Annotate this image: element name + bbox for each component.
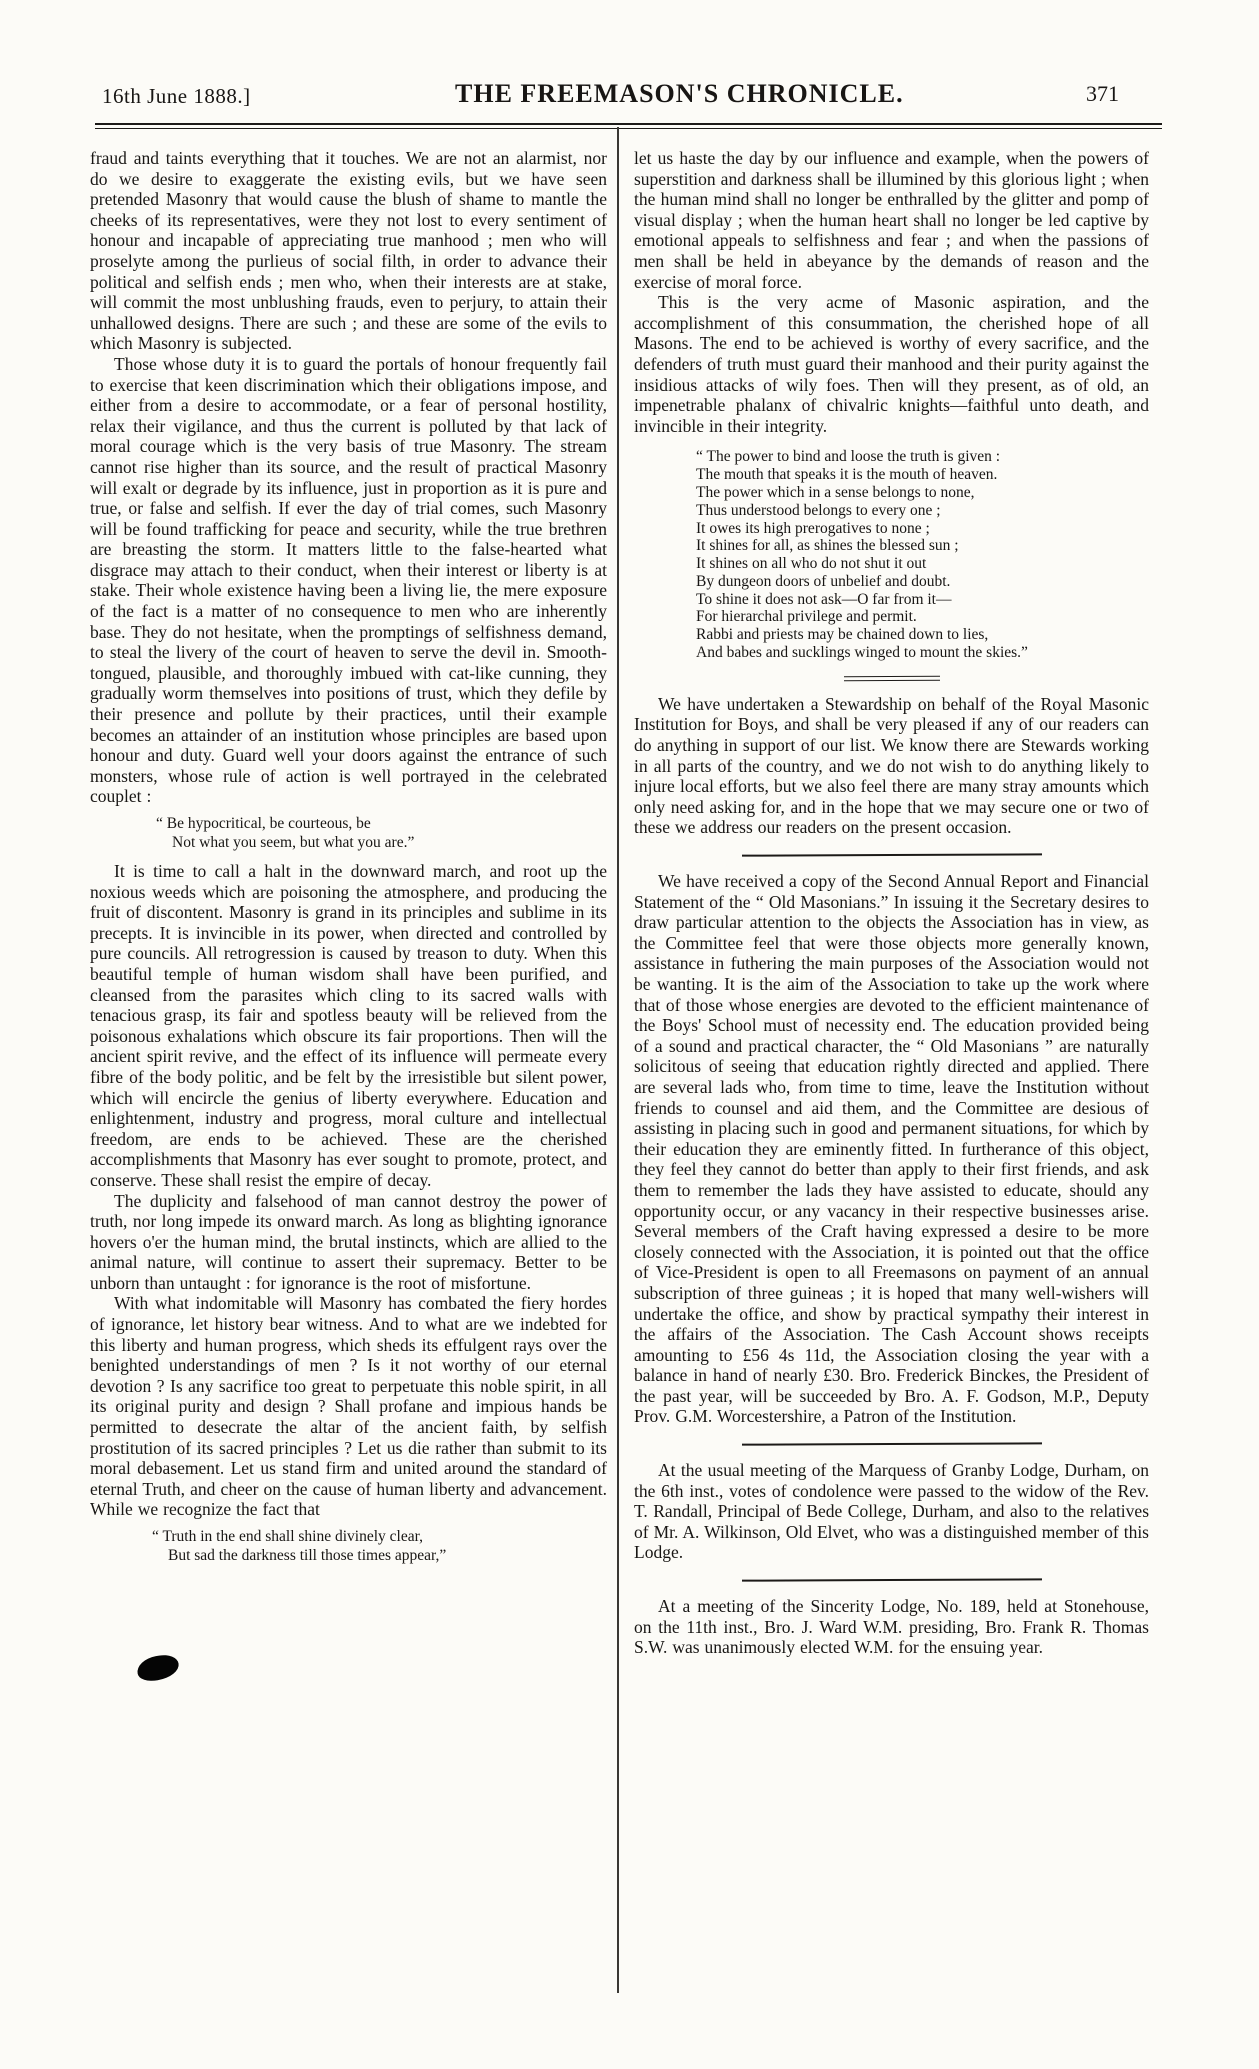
left-column: [90, 148, 607, 1565]
quote-line: But sad the darkness till those times appear,”: [168, 1546, 447, 1564]
masthead-title: THE FREEMASON'S CHRONICLE.: [455, 79, 904, 108]
poem-line: The mouth that speaks it is the mouth of heaven.: [696, 466, 998, 484]
paragraph-stewardship: We have undertaken a Stewardship on behalf of the Royal Masonic Institution for Boys, and shall be very pleased if any of our readers can do anything in support of our list. We know there are Stewards working in all parts of the country, and we do not wish to do anything likely to injure local efforts, but we also feel there are many stray amounts which only need asking for, and in the hope that we may secure one or two of these we address our readers on the present occasion.: [634, 693, 1149, 838]
poem-line: It shines for all, as shines the blessed sun ;: [696, 537, 959, 555]
truth-quote: [152, 1528, 607, 1565]
poem-line: “ The power to bind and loose the truth is given :: [696, 448, 1001, 466]
paragraph-granby-lodge: At the usual meeting of the Marquess of Granby Lodge, Durham, on the 6th inst., votes of condolence were passed to the widow of the Rev. T. Randall, Principal of Bede College, Durham, and also to the relatives of Mr. A. Wilkinson, Old Elvet, who was a distinguished member of this Lodge.: [634, 1460, 1149, 1563]
paragraph-masonic-aspiration: This is the very acme of Masonic aspiration, and the accomplishment of this consummation, the cherished hope of all Masons. The end to be achieved is worthy of every sacrifice, and the defenders of truth must guard their manhood and their purity against the insidious attacks of wily foes. Then will they present, as of old, an impenetrable phalanx of chivalric knights—faithful unto death, and invincible in their integrity.: [634, 292, 1149, 436]
right-column: [634, 148, 1149, 1658]
section-separator: [843, 676, 939, 681]
column-divider-rule: [617, 127, 619, 1993]
issue-date: 16th June 1888.]: [102, 84, 251, 108]
section-separator: [741, 1442, 1041, 1445]
quote-line: “ Truth in the end shall shine divinely clear,: [152, 1528, 424, 1545]
poem-line: Thus understood belongs to every one ;: [696, 501, 941, 519]
couplet-line: Not what you seem, but what you are.”: [172, 833, 415, 851]
section-separator: [741, 1578, 1041, 1581]
paragraph-call-a-halt: It is time to call a halt in the downward march, and root up the noxious weeds which are poisoning the atmosphere, and producing the fruit of discontent. Masonry is grand in its principles and sublime in its precepts. It is invincible in its power, when directed and controlled by pure councils. All retrogression is caused by treason to duty. When this beautiful temple of human wisdom shall have been purified, and cleansed from the parasites which cling to its sacred walls with tenacious grasp, its fair and spotless beauty will be relieved from the poisonous exhalations which obscure its fair proportions. Then will the ancient spirit revive, and the effect of its influence will permeate every fibre of the body politic, and be felt by the irresistible but silent power, which will encircle the genius of liberty everywhere. Education and enlightenment, industry and progress, moral culture and intellectual freedom, are ends to be achieved. These are the cherished accomplishments that Masonry has ever sought to promote, protect, and conserve. These shall resist the empire of decay.: [90, 861, 607, 1190]
poem-line: The power which in a sense belongs to none,: [696, 483, 975, 501]
celebrated-couplet: [156, 815, 607, 852]
paragraph-indomitable-will: With what indomitable will Masonry has combated the fiery hordes of ignorance, let history bear witness. And to what are we indebted for this liberty and human progress, which sheds its effulgent rays over the benighted understandings of men ? Is it not worthy of our eternal devotion ? Is any sacrifice too great to perpetuate this noble spirit, in all its original purity and design ? Shall profane and impious hands be permitted to desecrate the altar of the ancient faith, by selfish prostitution of its sacred principles ? Let us die rather than submit to its moral debasement. Let us stand firm and united around the standard of eternal Truth, and cheer on the cause of human liberty and advancement. While we recognize the fact that: [90, 1293, 607, 1520]
poem-line: It owes its high prerogatives to none ;: [696, 519, 930, 537]
couplet-line: “ Be hypocritical, be courteous, be: [156, 815, 371, 832]
paragraph-guard-portals: Those whose duty it is to guard the portals of honour frequently fail to exercise that keen discrimination which their obligations impose, and either from a desire to accommodate, or a fear of personal hostility, relax their vigilance, and thus the current is polluted by that lack of moral courage which is the very basis of true Masonry. The stream cannot rise higher than its source, and the result of practical Masonry will exalt or degrade by its influence, just in proportion as it is pure and true, or false and selfish. If ever the day of trial comes, such Masonry will be found trafficking for peace and security, while the true brethren are breasting the storm. It matters little to the false-hearted what disgrace may attach to their conduct, when their interest or liberty is at stake. Their whole existence having been a living lie, the mere exposure of the fact is a matter of no consequence to men who are inherently base. They do not hesitate, when the promptings of selfishness demand, to steal the livery of the court of heaven to serve the devil in. Smooth-tongued, plausible, and thoroughly imbued with cat-like cunning, they gradually worm themselves into positions of trust, which they defile by their presence and pollute by their practices, until their example becomes an attainder of an institution whose principles are based upon honour and duty. Guard well your doors against the entrance of such monsters, whose rule of action is well portrayed in the celebrated couplet :: [90, 353, 607, 807]
poem-line: And babes and sucklings winged to mount the skies.”: [696, 644, 1028, 662]
poem-line: By dungeon doors of unbelief and doubt.: [696, 572, 951, 590]
poem-line: It shines on all who do not shut it out: [696, 555, 927, 573]
section-separator: [741, 853, 1041, 856]
paragraph-duplicity: The duplicity and falsehood of man cannot destroy the power of truth, nor long impede its onward march. As long as blighting ignorance hovers o'er the human mind, the brutal instincts, which are allied to the animal nature, will continue to assert their supremacy. Better to be unborn than untaught : for ignorance is the root of misfortune.: [90, 1190, 607, 1293]
paragraph-old-masonians: We have received a copy of the Second Annual Report and Financial Statement of the “ Old Masonians.” In issuing it the Secretary desires to draw particular attention to the objects the Association has in view, as the Committee feel that were those objects more generally known, assistance in futhering the main purposes of the Association would not be wanting. It is the aim of the Association to take up the work where that of those whose energies are devoted to the efficient maintenance of the Boys' School must of necessity end. The education provided being of a sound and practical character, the “ Old Masonians ” are naturally solicitous of seeing that education rightly directed and applied. There are several lads who, from time to time, leave the Institution without friends to counsel and aid them, and the Committee are desious of assisting in placing such in good and permanent situations, for which by their education they are eminently fitted. In furtherance of this object, they feel they cannot do better than apply to their first friends, and ask them to remember the lads they have assisted to educate, should any opportunity occur, or any vacancy in their respective businesses arise. Several members of the Craft having expressed a desire to be more closely connected with the Association, it is pointed out that the office of Vice-President is open to all Freemasons on payment of an annual subscription of three guineas ; it is hoped that many well-wishers will undertake the office, and show by practical sympathy their interest in the affairs of the Association. The Cash Account shows receipts amounting to £56 4s 11d, the Association closing the year with a balance in hand of nearly £30. Bro. Frederick Binckes, the President of the past year, will be succeeded by Bro. A. F. Godson, M.P., Deputy Prov. G.M. Worcestershire, a Patron of the Institution.: [634, 871, 1149, 1427]
header-double-rule: [95, 123, 1162, 129]
paragraph-sincerity-lodge: At a meeting of the Sincerity Lodge, No. 189, held at Stonehouse, on the 11th inst., Bro. J. Ward W.M. presiding, Bro. Frank R. Thomas S.W. was unanimously elected W.M. for the ensuing year.: [634, 1596, 1149, 1658]
poem-line: To shine it does not ask—O far from it—: [696, 590, 952, 608]
ink-blot: [135, 1653, 181, 1684]
paragraph-fraud-taints: fraud and taints everything that it touches. We are not an alarmist, nor do we desire to exaggerate the existing evils, but we have seen pretended Masonry that would cause the blush of shame to mantle the cheeks of its representatives, were they not lost to every sentiment of honour and incapable of appreciating true manhood ; men who will proselyte among the purlieus of social filth, in order to advance their political and selfish ends ; men who, when their interests are at stake, will commit the most unblushing frauds, even to perjury, to attain their unhallowed designs. There are such ; and these are some of the evils to which Masonry is subjected.: [90, 148, 607, 354]
power-to-bind-poem: [696, 448, 1149, 662]
poem-line: Rabbi and priests may be chained down to lies,: [696, 626, 989, 644]
page-number: 371: [1086, 81, 1119, 106]
paragraph-haste-the-day: let us haste the day by our influence and example, when the powers of superstition and darkness shall be illumined by this glorious light ; when the human mind shall no longer be enthralled by the glitter and pomp of visual display ; when the human heart shall no longer be led captive by emotional appeals to selfishness and fear ; and when the passions of men shall be held in abeyance by the demands of reason and the exercise of moral force.: [634, 148, 1149, 292]
poem-line: For hierarchal privilege and permit.: [696, 608, 917, 626]
